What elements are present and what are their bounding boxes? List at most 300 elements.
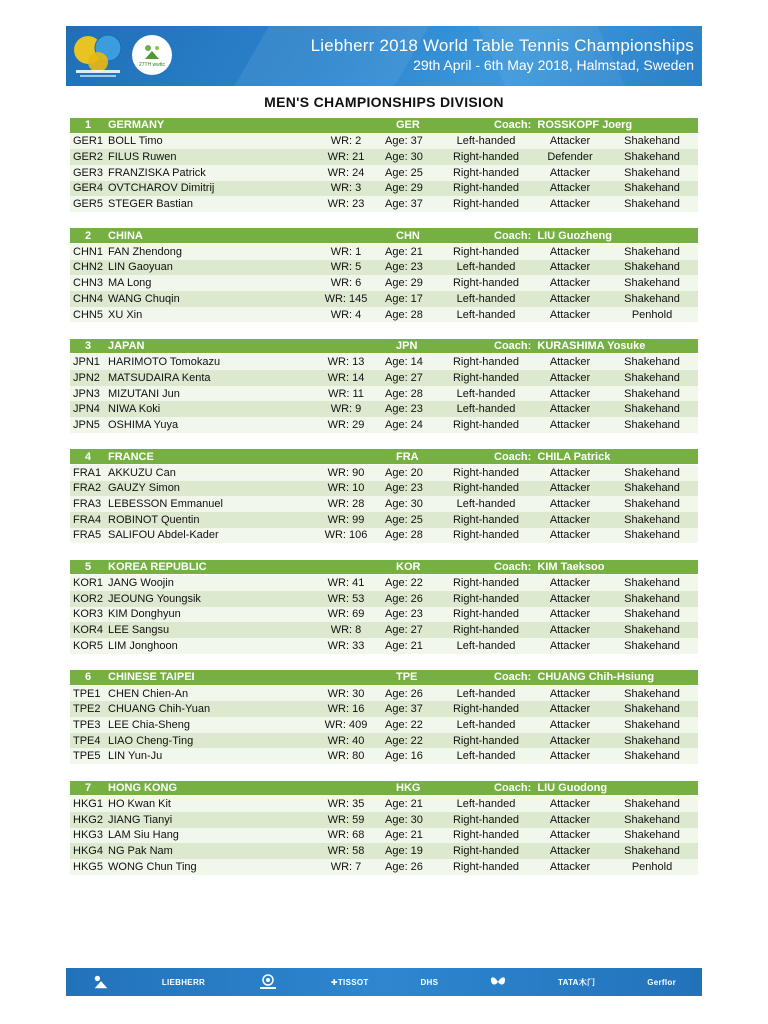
- team-code: TPE: [396, 671, 418, 684]
- player-style: Attacker: [549, 371, 591, 384]
- player-name: FILUS Ruwen: [108, 151, 177, 164]
- player-handedness: Right-handed: [452, 608, 520, 621]
- player-world-rank: WR: 33: [327, 639, 365, 652]
- player-handedness: Right-handed: [452, 182, 520, 195]
- coach-name: ROSSKOPF Joerg: [537, 119, 633, 132]
- player-code: FRA4: [73, 513, 102, 526]
- player-world-rank: WR: 2: [330, 135, 362, 148]
- player-name: HO Kwan Kit: [108, 797, 171, 810]
- player-handedness: Right-handed: [452, 734, 520, 747]
- player-age: Age: 21: [385, 829, 423, 842]
- player-world-rank: WR: 16: [327, 703, 365, 716]
- player-style: Attacker: [549, 498, 591, 511]
- player-grip: Shakehand: [624, 797, 680, 810]
- player-age: Age: 23: [385, 403, 423, 416]
- team-coach: [442, 230, 698, 242]
- player-world-rank: WR: 24: [327, 166, 365, 179]
- player-style: Attacker: [549, 592, 591, 605]
- player-style: Attacker: [549, 829, 591, 842]
- coach-name: CHUANG Chih-Hsiung: [537, 671, 655, 684]
- player-handedness: Right-handed: [452, 513, 520, 526]
- player-style: Attacker: [549, 750, 591, 763]
- player-code: KOR4: [73, 624, 103, 637]
- sponsor-tissot: [331, 978, 369, 987]
- player-grip: Shakehand: [624, 577, 680, 590]
- player-handedness: Right-handed: [452, 829, 520, 842]
- player-code: FRA2: [73, 482, 102, 495]
- team-country: CHINA: [108, 229, 143, 242]
- player-grip: Shakehand: [624, 498, 680, 511]
- player-age: Age: 24: [385, 418, 423, 431]
- player-style: Attacker: [549, 624, 591, 637]
- player-grip: Shakehand: [624, 639, 680, 652]
- player-grip: Penhold: [631, 860, 673, 873]
- table-row: [70, 401, 698, 417]
- player-style: Attacker: [549, 466, 591, 479]
- player-grip: Shakehand: [624, 245, 680, 258]
- player-world-rank: WR: 6: [330, 277, 362, 290]
- player-handedness: Right-handed: [452, 245, 520, 258]
- player-name: LIN Gaoyuan: [108, 261, 173, 274]
- player-age: Age: 22: [385, 577, 423, 590]
- player-age: Age: 26: [385, 860, 423, 873]
- player-grip: Shakehand: [624, 166, 680, 179]
- player-code: JPN4: [73, 403, 100, 416]
- player-code: CHN3: [73, 277, 103, 290]
- player-style: Attacker: [549, 860, 591, 873]
- player-code: HKG4: [73, 845, 103, 858]
- sponsor-china-unicom: [257, 973, 279, 991]
- player-handedness: Left-handed: [456, 403, 516, 416]
- player-code: FRA1: [73, 466, 102, 479]
- teams-table: [70, 118, 698, 891]
- player-age: Age: 30: [385, 813, 423, 826]
- table-row: [70, 134, 698, 150]
- player-handedness: Right-handed: [452, 813, 520, 826]
- player-grip: Shakehand: [624, 482, 680, 495]
- team-country: CHINESE TAIPEI: [108, 671, 195, 684]
- player-code: HKG1: [73, 797, 103, 810]
- player-name: SALIFOU Abdel-Kader: [108, 529, 219, 542]
- team-code: KOR: [396, 561, 421, 573]
- player-name: KIM Donghyun: [108, 608, 181, 621]
- player-world-rank: WR: 35: [327, 797, 365, 810]
- table-row: [70, 386, 698, 402]
- player-age: Age: 23: [385, 608, 423, 621]
- player-style: Attacker: [549, 198, 591, 211]
- player-handedness: Right-handed: [452, 198, 520, 211]
- coach-label: Coach:: [494, 561, 532, 573]
- player-style: Attacker: [549, 482, 591, 495]
- player-style: Attacker: [549, 608, 591, 621]
- table-row: [70, 528, 698, 544]
- player-world-rank: WR: 53: [327, 592, 365, 605]
- player-handedness: Left-handed: [456, 308, 516, 321]
- player-style: Attacker: [549, 813, 591, 826]
- player-age: Age: 25: [385, 513, 423, 526]
- table-row: [70, 512, 698, 528]
- china-unicom-logo-icon: [257, 973, 279, 991]
- player-age: Age: 37: [385, 135, 423, 148]
- player-handedness: Left-handed: [456, 750, 516, 763]
- player-style: Attacker: [549, 513, 591, 526]
- player-world-rank: WR: 90: [327, 466, 365, 479]
- player-grip: Shakehand: [624, 718, 680, 731]
- wttc-logo-year: 27TH wwttc: [138, 61, 166, 68]
- player-age: Age: 21: [385, 245, 423, 258]
- player-age: Age: 29: [385, 277, 423, 290]
- player-age: Age: 27: [385, 371, 423, 384]
- player-code: GER5: [73, 198, 103, 211]
- player-grip: Shakehand: [624, 829, 680, 842]
- player-style: Attacker: [549, 292, 591, 305]
- table-row: [70, 591, 698, 607]
- player-name: LEBESSON Emmanuel: [108, 498, 223, 511]
- table-tennis-balls-icon: [70, 32, 126, 82]
- team-country: HONG KONG: [108, 781, 178, 794]
- team-coach: [442, 340, 698, 352]
- player-style: Attacker: [549, 703, 591, 716]
- player-world-rank: WR: 80: [327, 750, 365, 763]
- table-row: [70, 622, 698, 638]
- table-row: [70, 796, 698, 812]
- player-style: Attacker: [549, 718, 591, 731]
- player-age: Age: 30: [385, 498, 423, 511]
- player-style: Attacker: [549, 182, 591, 195]
- team-coach: [442, 671, 698, 683]
- sponsor-liebherr: LIEBHERR: [161, 977, 206, 987]
- player-code: KOR1: [73, 577, 103, 590]
- player-handedness: Left-handed: [456, 135, 516, 148]
- coach-name: KIM Taeksoo: [537, 561, 605, 573]
- team-rank: 2: [84, 229, 92, 242]
- table-row: [70, 733, 698, 749]
- player-grip: Shakehand: [624, 703, 680, 716]
- player-code: TPE3: [73, 718, 101, 731]
- player-style: Attacker: [549, 639, 591, 652]
- player-age: Age: 23: [385, 261, 423, 274]
- player-name: XU Xin: [108, 308, 143, 321]
- player-grip: Shakehand: [624, 624, 680, 637]
- coach-name: LIU Guozheng: [537, 229, 612, 242]
- team-coach: [442, 782, 698, 794]
- player-handedness: Left-handed: [456, 639, 516, 652]
- player-name: FAN Zhendong: [108, 245, 182, 258]
- player-style: Attacker: [549, 135, 591, 148]
- team-header: [70, 339, 698, 354]
- player-age: Age: 26: [385, 592, 423, 605]
- player-style: Attacker: [549, 845, 591, 858]
- team-code: GER: [396, 119, 420, 132]
- player-code: TPE2: [73, 703, 101, 716]
- player-handedness: Left-handed: [456, 687, 516, 700]
- player-age: Age: 19: [385, 845, 423, 858]
- coach-label: Coach:: [494, 229, 532, 242]
- player-name: LIN Yun-Ju: [108, 750, 163, 763]
- player-handedness: Right-handed: [452, 845, 520, 858]
- player-age: Age: 21: [385, 639, 423, 652]
- player-grip: Shakehand: [624, 387, 680, 400]
- player-age: Age: 28: [385, 529, 423, 542]
- player-world-rank: WR: 11: [328, 387, 364, 400]
- player-style: Attacker: [549, 403, 591, 416]
- player-world-rank: WR: 14: [327, 371, 365, 384]
- table-row: [70, 481, 698, 497]
- sponsor-butterfly: [490, 975, 506, 989]
- player-code: CHN4: [73, 292, 103, 305]
- player-handedness: Right-handed: [452, 418, 520, 431]
- table-row: [70, 465, 698, 481]
- player-code: CHN5: [73, 308, 103, 321]
- player-grip: Shakehand: [624, 687, 680, 700]
- player-code: HKG5: [73, 860, 103, 873]
- player-name: WONG Chun Ting: [108, 860, 197, 873]
- player-style: Attacker: [549, 387, 591, 400]
- sponsor-gerflor: Gerflor: [647, 977, 677, 987]
- player-handedness: Right-handed: [452, 592, 520, 605]
- footer-wttc-logo: [92, 973, 110, 991]
- player-age: Age: 26: [385, 687, 423, 700]
- table-row: [70, 149, 698, 165]
- player-handedness: Right-handed: [452, 151, 520, 164]
- player-style: Attacker: [549, 418, 591, 431]
- team-rank: 3: [84, 340, 92, 353]
- player-name: STEGER Bastian: [108, 198, 193, 211]
- player-grip: Shakehand: [624, 182, 680, 195]
- player-world-rank: WR: 7: [330, 860, 362, 873]
- player-name: OSHIMA Yuya: [108, 418, 179, 431]
- team-section-tpe: [70, 670, 698, 764]
- coach-name: KURASHIMA Yosuke: [537, 340, 646, 353]
- player-handedness: Right-handed: [452, 482, 520, 495]
- table-row: [70, 291, 698, 307]
- banner-subtitle: 29th April - 6th May 2018, Halmstad, Sweden: [413, 57, 694, 73]
- player-code: CHN2: [73, 261, 103, 274]
- team-country: KOREA REPUBLIC: [108, 561, 207, 573]
- table-row: [70, 748, 698, 764]
- table-row: [70, 638, 698, 654]
- player-world-rank: WR: 409: [324, 718, 368, 731]
- table-row: [70, 496, 698, 512]
- player-world-rank: WR: 9: [330, 403, 362, 416]
- coach-label: Coach:: [494, 671, 532, 684]
- coach-label: Coach:: [494, 781, 532, 794]
- player-handedness: Left-handed: [456, 261, 516, 274]
- player-name: ROBINOT Quentin: [108, 513, 200, 526]
- player-style: Attacker: [549, 577, 591, 590]
- player-handedness: Right-handed: [452, 277, 520, 290]
- player-world-rank: WR: 21: [327, 151, 365, 164]
- wttc-logo-icon: [92, 973, 110, 991]
- player-handedness: Left-handed: [456, 498, 516, 511]
- player-name: HARIMOTO Tomokazu: [108, 356, 221, 369]
- table-row: [70, 370, 698, 386]
- player-grip: Shakehand: [624, 608, 680, 621]
- table-row: [70, 812, 698, 828]
- player-world-rank: WR: 29: [327, 418, 365, 431]
- player-world-rank: WR: 106: [324, 529, 368, 542]
- page-title: MEN'S CHAMPIONSHIPS DIVISION: [264, 94, 504, 110]
- team-header: [70, 560, 698, 575]
- header-banner: [66, 26, 702, 86]
- player-code: GER3: [73, 166, 103, 179]
- table-row: [70, 859, 698, 875]
- player-grip: Shakehand: [624, 529, 680, 542]
- player-name: LEE Chia-Sheng: [108, 718, 190, 731]
- player-age: Age: 20: [385, 466, 423, 479]
- player-handedness: Right-handed: [452, 466, 520, 479]
- player-code: TPE1: [73, 687, 101, 700]
- table-row: [70, 307, 698, 323]
- player-world-rank: WR: 69: [327, 608, 365, 621]
- player-handedness: Right-handed: [452, 166, 520, 179]
- player-name: LAM Siu Hang: [108, 829, 179, 842]
- coach-label: Coach:: [494, 340, 532, 353]
- player-code: HKG2: [73, 813, 103, 826]
- player-world-rank: WR: 28: [327, 498, 365, 511]
- player-name: BOLL Timo: [108, 135, 163, 148]
- player-world-rank: WR: 40: [327, 734, 365, 747]
- player-handedness: Right-handed: [452, 624, 520, 637]
- player-style: Attacker: [549, 308, 591, 321]
- table-row: [70, 244, 698, 260]
- player-name: JIANG Tianyi: [108, 813, 173, 826]
- player-age: Age: 28: [385, 387, 423, 400]
- player-handedness: Right-handed: [452, 703, 520, 716]
- table-row: [70, 828, 698, 844]
- table-row: [70, 275, 698, 291]
- table-row: [70, 260, 698, 276]
- player-grip: Penhold: [631, 308, 673, 321]
- player-name: LIM Jonghoon: [108, 639, 178, 652]
- player-grip: Shakehand: [624, 466, 680, 479]
- player-grip: Shakehand: [624, 135, 680, 148]
- player-age: Age: 29: [385, 182, 423, 195]
- player-code: GER4: [73, 182, 103, 195]
- table-row: [70, 181, 698, 197]
- table-row: [70, 165, 698, 181]
- player-name: CHEN Chien-An: [108, 687, 189, 700]
- player-code: JPN3: [73, 387, 100, 400]
- team-header: [70, 781, 698, 796]
- player-style: Defender: [547, 151, 593, 164]
- player-code: CHN1: [73, 245, 103, 258]
- player-age: Age: 25: [385, 166, 423, 179]
- player-world-rank: WR: 59: [327, 813, 365, 826]
- player-age: Age: 17: [385, 292, 423, 305]
- player-grip: Shakehand: [624, 734, 680, 747]
- team-section-ger: [70, 118, 698, 212]
- player-style: Attacker: [549, 687, 591, 700]
- player-grip: Shakehand: [624, 292, 680, 305]
- table-row: [70, 417, 698, 433]
- player-style: Attacker: [549, 734, 591, 747]
- player-style: Attacker: [549, 356, 591, 369]
- team-section-hkg: [70, 781, 698, 875]
- player-world-rank: WR: 3: [330, 182, 362, 195]
- player-name: NG Pak Nam: [108, 845, 173, 858]
- player-world-rank: WR: 1: [330, 245, 362, 258]
- team-header: [70, 670, 698, 685]
- table-row: [70, 717, 698, 733]
- player-style: Attacker: [549, 166, 591, 179]
- player-grip: Shakehand: [624, 198, 680, 211]
- player-grip: Shakehand: [624, 750, 680, 763]
- player-name: OVTCHAROV Dimitrij: [108, 182, 215, 195]
- player-grip: Shakehand: [624, 277, 680, 290]
- player-name: LIAO Cheng-Ting: [108, 734, 194, 747]
- player-grip: Shakehand: [624, 592, 680, 605]
- player-name: FRANZISKA Patrick: [108, 166, 206, 179]
- player-world-rank: WR: 68: [327, 829, 365, 842]
- team-rank: 5: [84, 561, 92, 573]
- banner-title: Liebherr 2018 World Table Tennis Championships: [310, 36, 694, 55]
- player-age: Age: 16: [385, 750, 423, 763]
- table-row: [70, 607, 698, 623]
- team-code: HKG: [396, 781, 421, 794]
- player-grip: Shakehand: [624, 813, 680, 826]
- player-name: LEE Sangsu: [108, 624, 170, 637]
- player-name: MA Long: [108, 277, 152, 290]
- player-world-rank: WR: 8: [330, 624, 362, 637]
- team-coach: [442, 451, 698, 463]
- player-handedness: Right-handed: [452, 371, 520, 384]
- player-age: Age: 14: [385, 356, 423, 369]
- player-handedness: Right-handed: [452, 577, 520, 590]
- player-handedness: Right-handed: [452, 860, 520, 873]
- table-row: [70, 575, 698, 591]
- player-world-rank: WR: 30: [327, 687, 365, 700]
- player-grip: Shakehand: [624, 418, 680, 431]
- team-country: GERMANY: [108, 119, 165, 132]
- player-world-rank: WR: 145: [324, 292, 368, 305]
- player-age: Age: 22: [385, 718, 423, 731]
- player-grip: Shakehand: [624, 403, 680, 416]
- wttc-logo: [132, 35, 172, 75]
- team-rank: 7: [84, 781, 92, 794]
- team-code: CHN: [396, 229, 420, 242]
- team-header: [70, 449, 698, 464]
- player-world-rank: WR: 41: [327, 577, 365, 590]
- player-code: FRA3: [73, 498, 102, 511]
- coach-label: Coach:: [494, 119, 532, 132]
- team-section-jpn: [70, 339, 698, 433]
- team-section-kor: [70, 560, 698, 654]
- table-row: [70, 354, 698, 370]
- sponsor-dhs: DHS: [420, 977, 439, 987]
- team-rank: 4: [84, 450, 92, 463]
- player-age: Age: 27: [385, 624, 423, 637]
- player-world-rank: WR: 5: [330, 261, 362, 274]
- player-name: CHUANG Chih-Yuan: [108, 703, 211, 716]
- player-world-rank: WR: 10: [327, 482, 365, 495]
- player-grip: Shakehand: [624, 513, 680, 526]
- player-name: JEOUNG Youngsik: [108, 592, 201, 605]
- player-handedness: Right-handed: [452, 356, 520, 369]
- team-header: [70, 118, 698, 133]
- player-world-rank: WR: 58: [327, 845, 365, 858]
- player-style: Attacker: [549, 261, 591, 274]
- player-code: HKG3: [73, 829, 103, 842]
- player-grip: Shakehand: [624, 845, 680, 858]
- player-age: Age: 21: [385, 797, 423, 810]
- player-grip: Shakehand: [624, 261, 680, 274]
- team-section-fra: [70, 449, 698, 543]
- team-code: FRA: [396, 450, 419, 463]
- table-row: [70, 686, 698, 702]
- sponsor-footer: [66, 968, 702, 996]
- player-style: Attacker: [549, 797, 591, 810]
